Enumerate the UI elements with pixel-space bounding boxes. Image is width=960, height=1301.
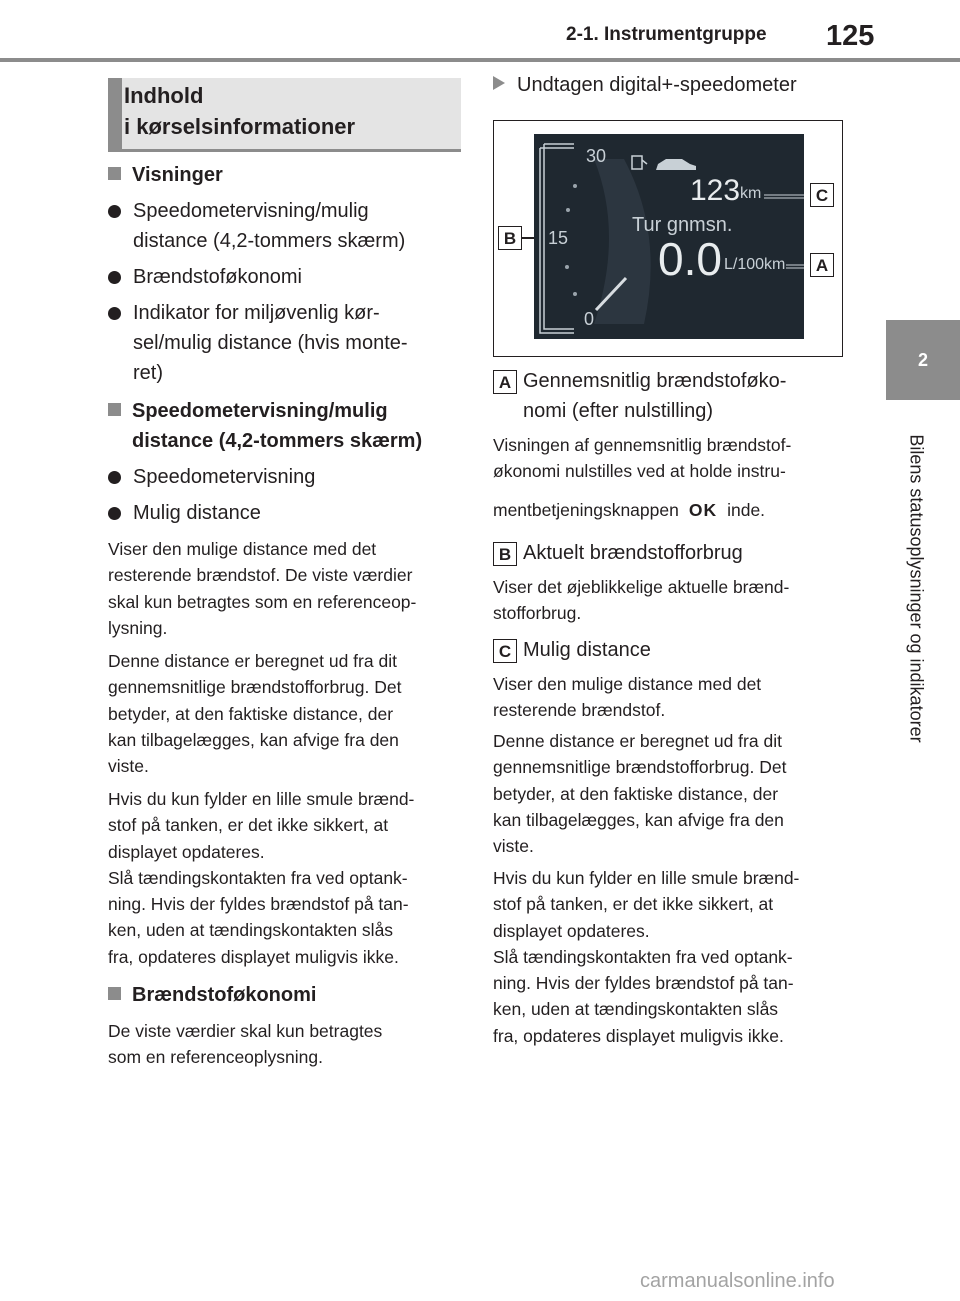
ok-button-icon: OK bbox=[688, 499, 718, 520]
page-number: 125 bbox=[826, 20, 875, 52]
square-bullet-icon bbox=[108, 987, 121, 1000]
header-rule bbox=[0, 58, 960, 62]
bullet-icon bbox=[108, 205, 121, 218]
triangle-bullet-icon bbox=[493, 76, 505, 90]
subheading-digital: Undtagen digital+-speedometer bbox=[493, 70, 797, 100]
list-item: Speedometervisning bbox=[108, 462, 458, 492]
list-item: Speedometervisning/mulig distance (4,2-tommers skærm) bbox=[108, 196, 458, 256]
gauge-label-15: 15 bbox=[548, 228, 569, 248]
figure-label-b: B bbox=[498, 226, 522, 250]
square-bullet-icon bbox=[108, 167, 121, 180]
chapter-tab: 2 bbox=[886, 320, 960, 400]
watermark: carmanualsonline.info bbox=[640, 1270, 835, 1292]
range-unit: km bbox=[740, 185, 762, 202]
section-title-box bbox=[108, 78, 461, 152]
section-heading: Indhold i kørselsinformationer bbox=[124, 83, 356, 139]
callout-b: B Aktuelt brændstofforbrug bbox=[493, 538, 843, 568]
callout-label-c: C bbox=[493, 639, 517, 663]
callout-a: A Gennemsnitlig brændstoføko- nomi (efter nulstilling) bbox=[493, 366, 843, 426]
bullet-icon bbox=[108, 471, 121, 484]
bullet-icon bbox=[108, 271, 121, 284]
avg-unit: L/100km bbox=[724, 256, 786, 273]
heading-braendstofokonomi: Brændstoføkonomi bbox=[108, 980, 316, 1010]
callout-label-a: A bbox=[493, 370, 517, 394]
bullet-icon bbox=[108, 507, 121, 520]
callout-label-b: B bbox=[493, 542, 517, 566]
square-bullet-icon bbox=[108, 403, 121, 416]
chapter-title-vertical bbox=[906, 408, 926, 768]
figure-label-a: A bbox=[810, 253, 834, 277]
bullet-icon bbox=[108, 307, 121, 320]
heading-speedometer: Speedometervisning/mulig distance (4,2-tommers skærm) bbox=[108, 396, 468, 456]
paragraph-c-3: Hvis du kun fylder en lille smule brænd- stof på tanken, er det ikke sikkert, at displayet opdateres. Slå tændingskontakten fra ved optank- ning. Hvis der fyldes brændstof på tan- ken, uden at tændingskontakten slås fra, opdateres displayet muligvis ikke. bbox=[493, 868, 800, 1046]
paragraph-a: Visningen af gennemsnitlig brændstof- økonomi nulstilles ved at holde instru- mentbetjeningsknappen OK inde. bbox=[493, 432, 848, 523]
paragraph-range-2: Denne distance er beregnet ud fra dit gennemsnitlige brændstofforbrug. Det betyder, at den faktiske distance, der kan tilbagelægges, kan afvige fra den viste. bbox=[108, 651, 402, 777]
paragraph-range-3: Hvis du kun fylder en lille smule brænd- stof på tanken, er det ikke sikkert, at displayet opdateres. Slå tændingskontakten fra ved optank- ning. Hvis der fyldes brændstof på tan- ken, uden at tændingskontakten slås fra, opdateres displayet muligvis ikke. bbox=[108, 789, 415, 967]
range-value: 123 bbox=[690, 174, 741, 207]
instrument-display bbox=[534, 134, 804, 339]
list-item: Brændstoføkonomi bbox=[108, 262, 458, 292]
callout-c: C Mulig distance bbox=[493, 635, 843, 665]
heading-visninger: Visninger bbox=[108, 160, 223, 190]
leader-line-b bbox=[522, 237, 534, 239]
paragraph-fuel-economy: De viste værdier skal kun betragtes som en referenceoplysning. bbox=[108, 1021, 383, 1068]
avg-label: Tur gnmsn. bbox=[632, 214, 733, 236]
title-bar bbox=[108, 78, 122, 150]
gauge-label-30: 30 bbox=[586, 146, 607, 166]
paragraph-c-1: Viser den mulige distance med det resterende brændstof. bbox=[493, 674, 762, 721]
list-item: Mulig distance bbox=[108, 498, 458, 528]
section-title: 2-1. Instrumentgruppe bbox=[566, 24, 767, 45]
chapter-title: Bilens statusoplysninger og indikatorer bbox=[906, 434, 927, 743]
figure-label-c: C bbox=[810, 183, 834, 207]
paragraph-range-1: Viser den mulige distance med det resterende brændstof. De viste værdier skal kun betragtes som en referenceop- lysning. bbox=[108, 539, 417, 638]
paragraph-c-2: Denne distance er beregnet ud fra dit gennemsnitlige brændstofforbrug. Det betyder, at den faktiske distance, der kan tilbagelægges, kan afvige fra den viste. bbox=[493, 731, 787, 857]
list-item: Indikator for miljøvenlig kør- sel/mulig distance (hvis monte- ret) bbox=[108, 298, 458, 388]
avg-value: 0.0 bbox=[658, 233, 722, 285]
paragraph-b: Viser det øjeblikkelige aktuelle brænd- stofforbrug. bbox=[493, 577, 790, 624]
gauge-label-0: 0 bbox=[584, 309, 595, 329]
